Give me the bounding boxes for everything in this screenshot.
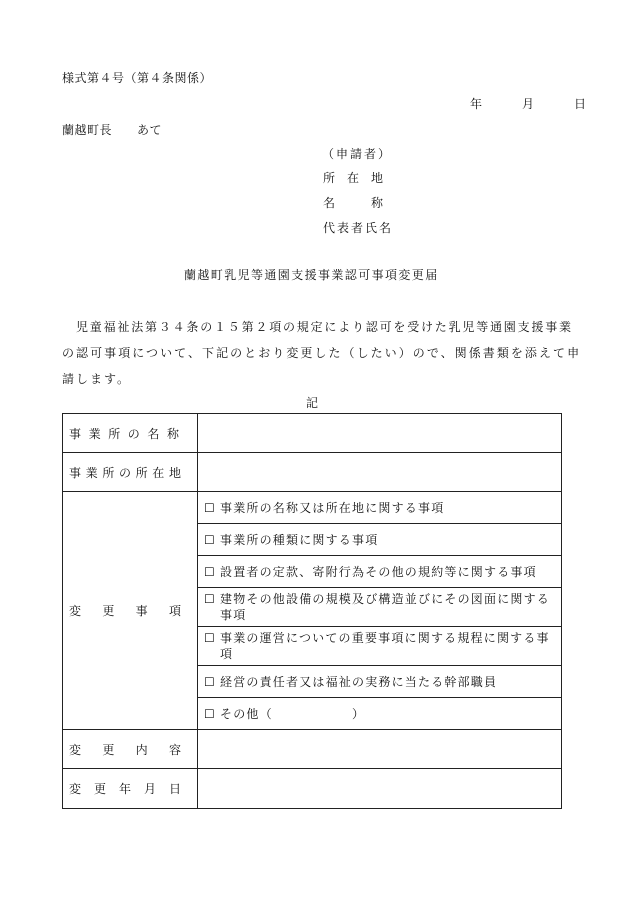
checkbox-icon[interactable]: ☐ [204, 592, 215, 606]
addressee: 蘭越町長 あて [62, 123, 163, 137]
change-content-label: 変 更 内 容 [63, 730, 198, 769]
date-line: 年 月 日 [470, 97, 588, 111]
name-label: 名 称 [323, 196, 384, 210]
change-item[interactable]: ☐ 事業所の名称又は所在地に関する事項 [198, 492, 562, 524]
row-office-address [63, 453, 562, 492]
checkbox-icon[interactable]: ☐ [204, 706, 215, 721]
change-item[interactable]: ☐ 事業所の種類に関する事項 [198, 524, 562, 556]
change-item[interactable]: ☐ 建物その他設備の規模及び構造並びにその図面に関する事項 [198, 588, 562, 627]
change-date-value[interactable] [198, 769, 562, 809]
row-change-date [63, 769, 562, 809]
change-item[interactable]: ☐ その他（ ） [198, 698, 562, 730]
body-line-3: 請します。 [62, 372, 132, 386]
checkbox-icon[interactable]: ☐ [204, 631, 215, 645]
body-line-1: 児童福祉法第３４条の１５第２項の規定により認可を受けた乳児等通園支援事業 [76, 320, 573, 334]
office-address-value[interactable] [198, 453, 562, 492]
applicant-heading: （申請者） [322, 147, 393, 161]
representative-label: 代表者氏名 [323, 221, 394, 235]
change-date-label: 変 更 年 月 日 [63, 769, 198, 809]
checkbox-icon[interactable]: ☐ [204, 500, 215, 515]
row-change-item-1 [63, 492, 562, 524]
change-content-value[interactable] [198, 730, 562, 769]
row-change-content [63, 730, 562, 769]
document-title: 蘭越町乳児等通園支援事業認可事項変更届 [184, 268, 439, 282]
office-address-label: 事 業 所 の 所 在 地 [63, 453, 198, 492]
checkbox-icon[interactable]: ☐ [204, 532, 215, 547]
change-item[interactable]: ☐ 設置者の定款、寄附行為その他の規約等に関する事項 [198, 556, 562, 588]
change-item[interactable]: ☐ 経営の責任者又は福祉の実務に当たる幹部職員 [198, 666, 562, 698]
office-name-value[interactable] [198, 414, 562, 453]
row-office-name [63, 414, 562, 453]
checkbox-icon[interactable]: ☐ [204, 564, 215, 579]
change-items-label: 変 更 事 項 [63, 492, 198, 730]
checkbox-icon[interactable]: ☐ [204, 674, 215, 689]
body-line-2: の認可事項について、下記のとおり変更した（したい）ので、関係書類を添えて申 [62, 346, 582, 360]
change-item[interactable]: ☐ 事業の運営についての重要事項に関する規程に関する事項 [198, 627, 562, 666]
address-label: 所 在 地 [323, 171, 384, 185]
change-table [62, 413, 562, 809]
office-name-label: 事 業 所 の 名 称 [63, 414, 198, 453]
ki-heading: 記 [306, 396, 319, 410]
form-number: 様式第４号（第４条関係） [62, 71, 213, 85]
